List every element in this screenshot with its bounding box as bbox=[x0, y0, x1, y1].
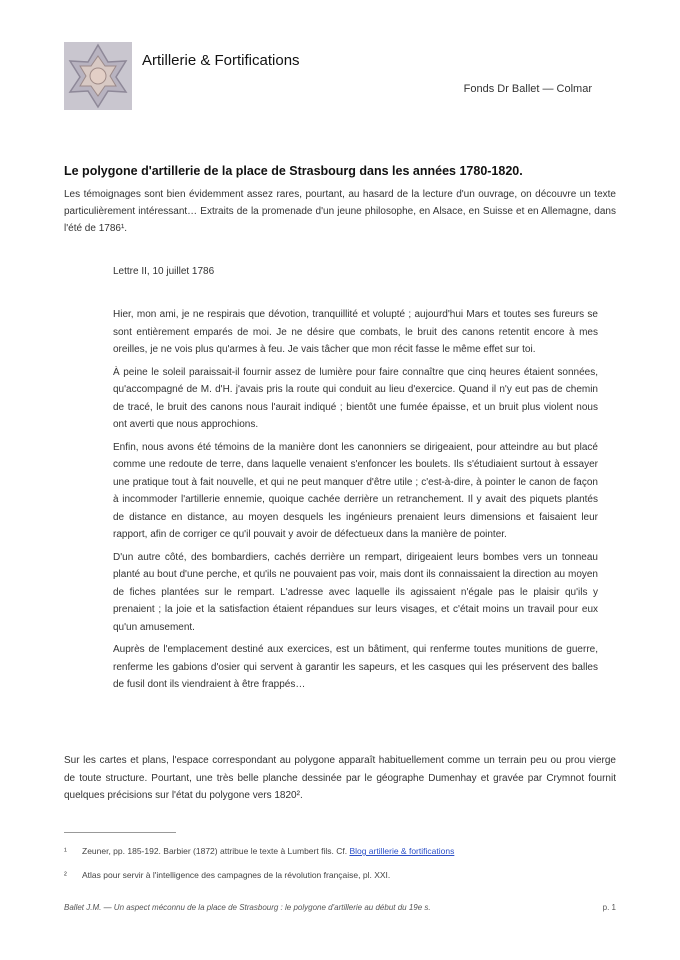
blog-link[interactable]: Blog artillerie & fortifications bbox=[349, 846, 455, 856]
footnote-text: Atlas pour servir à l'intelligence des campagnes de la révolution française, pl. XXI. bbox=[82, 870, 391, 880]
footer-citation: Ballet J.M. — Un aspect méconnu de la place de Strasbourg : le polygone d'artillerie au début du 19e s. bbox=[64, 903, 431, 912]
footnote-number: ² bbox=[64, 870, 67, 880]
fonds-attribution: Fonds Dr Ballet — Colmar bbox=[463, 83, 592, 95]
letter-paragraph: À peine le soleil paraissait-il fournir assez de lumière pour faire connaître que cinq heures étaient sonnées, qu'accompagné de M. d'H. j'avais pris la route qui conduit au lieu d'exercice. Quand il n'y eut pas de chemin de tracé, le bruit des canons nous l'aurait indiqué ; bientôt une fumée épaisse, et un bruit plus violent nous ont averti que nous approchions. bbox=[113, 366, 598, 430]
fortification-logo-icon bbox=[64, 42, 132, 110]
brand-title: Artillerie & Fortifications bbox=[142, 52, 300, 69]
footnote-divider bbox=[64, 832, 176, 833]
footnote-number: ¹ bbox=[64, 846, 67, 856]
page-number: p. 1 bbox=[602, 903, 616, 912]
footnote-2 bbox=[64, 870, 604, 880]
letter-paragraph: Enfin, nous avons été témoins de la manière dont les canonniers se dirigeaient, pour atteindre au but placé comme une redoute de terre, dans laquelle venaient s'enfoncer les boulets. Ils s'étudiaient surtout à essayer une pratique tout à fait nouvelle, et qui ne peut manquer d'être utile ; c'est-à-dire, à pointer le canon de façon à incommoder l'artillerie ennemie, quoique cachée derrière un retranchement. Il y avait des piquets plantés de distance en distance, au moyen desquels les ingénieurs prenaient leurs dimensions et faisaient leur rapport, afin de corriger ce qu'il pouvait y avoir de défectueux dans la manière de pointer. bbox=[113, 441, 598, 540]
intro-paragraph: Les témoignages sont bien évidemment assez rares, pourtant, au hasard de la lecture d'un ouvrage, on découvre un texte particulièrement intéressant… Extraits de la promenade d'un jeune philosophe, en Alsace, en Suisse et en Allemagne, dans l'été de 1786¹. bbox=[64, 189, 616, 234]
letter-paragraph: Auprès de l'emplacement destiné aux exercices, est un bâtiment, qui renferme toutes munitions de guerre, renferme les gabions d'osier qui servent à garantir les sapeurs, et les casques qui les préservent des balles de fusil dont ils viendraient à être frappés… bbox=[113, 644, 598, 690]
letter-paragraph: Hier, mon ami, je ne respirais que dévotion, tranquillité et volupté ; aujourd'hui Mars et toutes ses fureurs se sont entièrement emparés de moi. Je ne désire que combats, le bruit des canons retentit encore à mes oreilles, je ne vois plus qu'armes à feu. Je vais tâcher que mon récit fasse le même effet sur toi. bbox=[113, 309, 598, 355]
footnote-1 bbox=[64, 846, 604, 856]
footnote-text: Zeuner, pp. 185-192. Barbier (1872) attribue le texte à Lumbert fils. Cf. bbox=[82, 846, 350, 856]
letter-heading: Lettre II, 10 juillet 1786 bbox=[113, 266, 215, 277]
letter-paragraph: D'un autre côté, des bombardiers, cachés derrière un rempart, dirigeaient leurs bombes vers un tonneau planté au bout d'une perche, et qu'ils ne pouvaient pas voir, mais dont ils connaissaient la direction au moyen de fiches plantées sur le rempart. L'adresse avec laquelle ils agissaient n'égale pas le plaisir qu'ils y prenaient ; la joie et la satisfaction étaient répandues sur leurs visages, et c'était moins un travail pour eux qu'un amusement. bbox=[113, 551, 598, 633]
letter-quote bbox=[113, 306, 598, 699]
document-title: Le polygone d'artillerie de la place de Strasbourg dans les années 1780-1820. bbox=[64, 164, 523, 178]
closing-paragraph: Sur les cartes et plans, l'espace correspondant au polygone apparaît habituellement comme un terrain peu ou prou vierge de toute structure. Pourtant, une très belle planche dessinée par le géographe Dumenhay et gravée par Crymnot fournit quelques précisions sur l'état du polygone vers 1820². bbox=[64, 755, 616, 801]
